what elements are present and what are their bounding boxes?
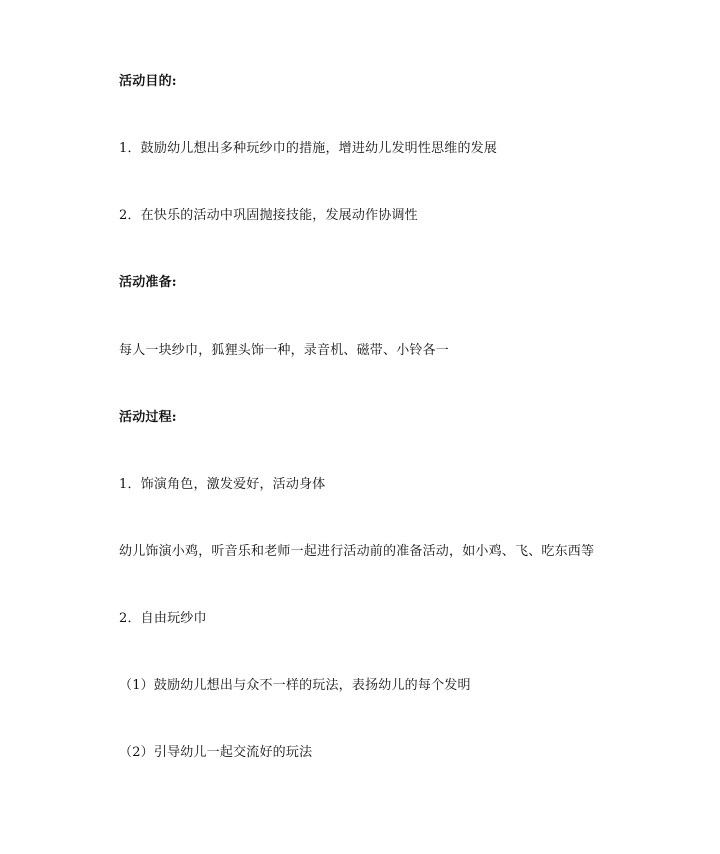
preparation-text: 每人一块纱巾，狐狸头饰一种，录音机、磁带、小铃各一 [119, 343, 450, 358]
process-item-1: 1．饰演角色，激发爱好，活动身体 [119, 477, 326, 492]
process-sub-item-2: （2）引导幼儿一起交流好的玩法 [119, 745, 313, 760]
process-item-2: 2．自由玩纱巾 [119, 611, 207, 626]
process-item-1-detail: 幼儿饰演小鸡，听音乐和老师一起进行活动前的准备活动，如小鸡、飞、吃东西等 [119, 544, 595, 559]
purpose-item-1: 1．鼓励幼儿想出多种玩纱巾的措施，增进幼儿发明性思维的发展 [119, 141, 498, 156]
purpose-heading: 活动目的: [119, 74, 177, 89]
process-sub-item-1: （1）鼓励幼儿想出与众不一样的玩法，表扬幼儿的每个发明 [119, 678, 471, 693]
purpose-item-2: 2．在快乐的活动中巩固抛接技能，发展动作协调性 [119, 208, 418, 223]
preparation-heading: 活动准备: [119, 275, 177, 290]
process-heading: 活动过程: [119, 410, 177, 425]
